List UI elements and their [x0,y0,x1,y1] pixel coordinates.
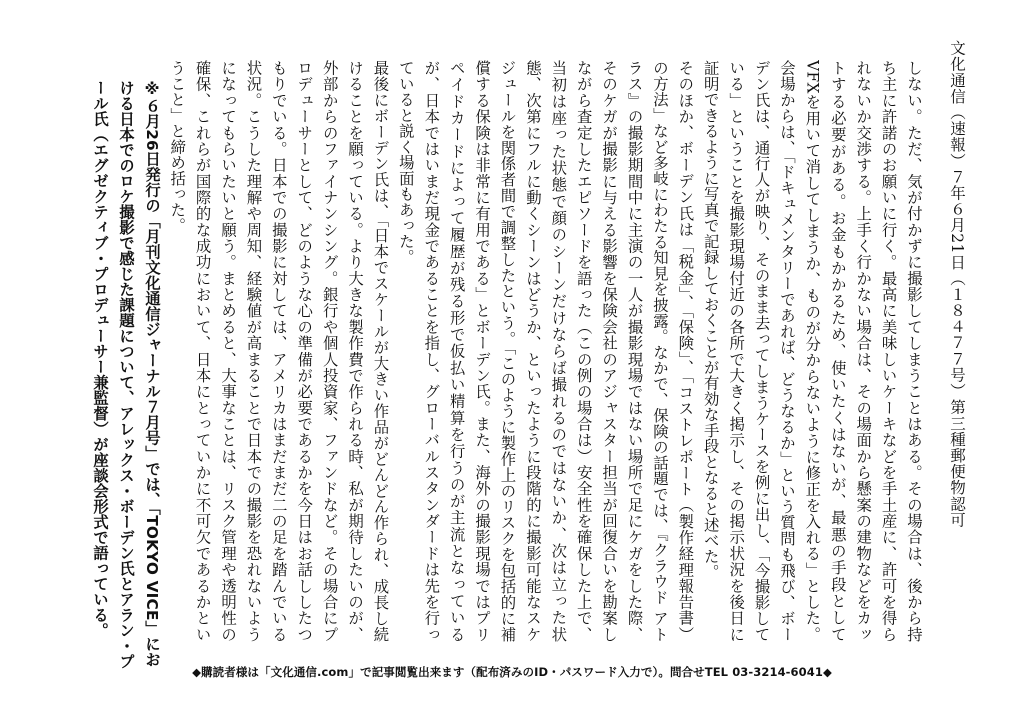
article-body [156,60,926,642]
page-header: 文化通信（速報）７年６月21日（１８４７７号）第三種郵便物認可 [948,40,966,528]
journal-note: ※６月26日発行の「月刊文化通信ジャーナル７月号」では、「TOKYO VICE」における日本でのロケ撮影で感じた課題について、アレックス・ボーデン氏とアラン・プール氏（エグゼクティブ・プロデューサー兼監督）が座談会形式で語っている。 [91,80,161,669]
article-paragraph-3: 最後にボーデン氏は、「日本でスケールが大きい作品がどんどん作られ、成長し続けることを願っている。より大きな製作費で作られる時、私が期待したいのが、外部からのファイナンシング。銀行や個人投資家、ファンドなど。その場合にプロデューサーとして、どのような心の準備が必要であるかを今日はお話ししたつもりでいる。日本での撮影に対しては、アメリカはまだまだ二の足を踏んでいる状況。こうした理解や周知、経験値が高まることで日本での撮影を恐れないようになってもらいたいと願う。まとめると、大事なことは、リスク管理や透明性の確保、これらが国際的な成功において、日本にとっていかに不可欠であるかということ」と締め括った。 [168,60,390,642]
article-paragraph-1: しない。ただ、気が付かずに撮影してしまうことはある。その場合は、後から持ち主に許諾のお願いに行く。最高に美味しいケーキなどを手土産に、許可を得られないか交渉する。上手く行かない場合は、その場面から懸案の建物などをカットする必要がある。お金もかかるため、使いたくはないが、最悪の手段としてVFXを用いて消してしまうか、ものが分からないように修正を入れる」とした。会場からは、「ドキュメンタリーであれば、どうなるか」という質問も飛び、ボーデン氏は、通行人が映り、そのまま去ってしまうケースを例に出し、「今撮影している」ということを撮影現場付近の各所で大きく掲示し、その掲示状況を後日に証明できるように写真で記録しておくことが有効な手段となると述べた。 [701,60,923,642]
subscriber-footer: ◆購読者様は「文化通信.com」で記事閲覧出来ます（配布済みのID・パスワード入力で）。問合せTEL 03-3214-6041◆ [192,665,832,679]
article-paragraph-2: そのほか、ボーデン氏は「税金」、「保険」、「コストレポート（製作経理報告書）の方法」など多岐にわたる知見を披露。なかで、保険の話題では、『クラウド アトラス』の撮影期間中に主演の一人が撮影現場ではない場所で足にケガをした際、そのケガが撮影に与える影響を保険会社のアジャスター担当が回復合いを勘案しながら査定したエピソードを語った（この例の場合は）安全性を確保した上で、当初は座った状態で顔のシーンだけならば撮れるのではないか、次は立った状態、次第にフルに動くシーンはどうか、といったように段階的に撮影可能なスケジュールを関係者間で調整したという。「このように製作上のリスクを包括的に補償する保険は非常に有用である」とボーデン氏。また、海外の撮影現場ではプリペイドカードによって履歴が残る形で仮払い精算を行うのが主流となっているが、日本ではいまだ現金であることを指し、グローバルスタンダードは先を行っていると説く場面もあった。 [396,60,695,642]
